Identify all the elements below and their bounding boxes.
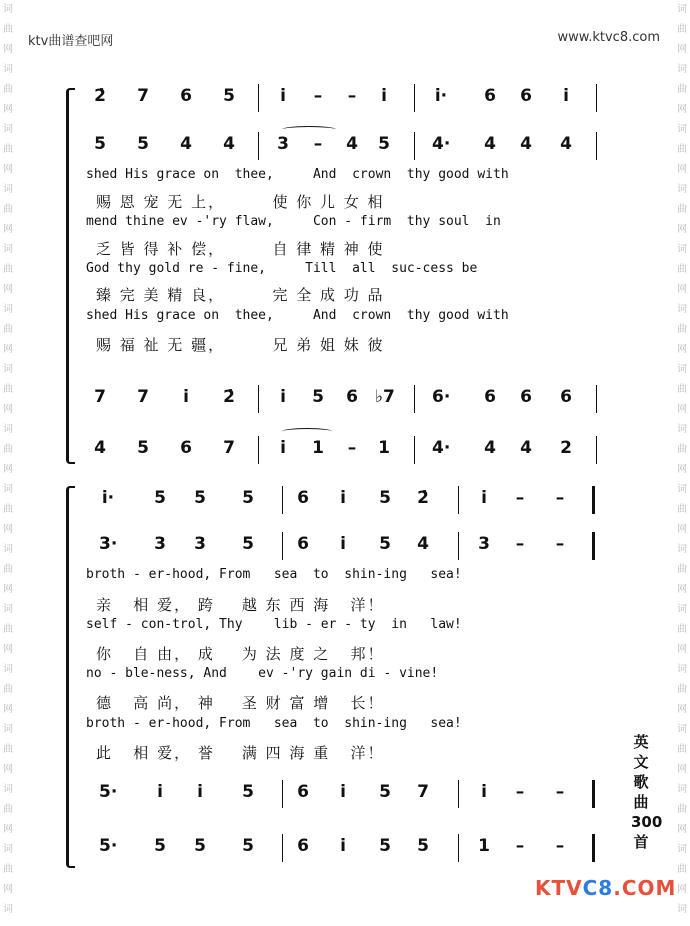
system1-note: 5 — [94, 134, 106, 154]
system2-barline — [458, 780, 459, 808]
system1-brace — [66, 88, 75, 464]
system1-lyric-line: shed His grace on thee, And crown thy good with — [86, 308, 509, 323]
system1-note: 4 — [346, 134, 358, 154]
system1-note: i — [280, 438, 286, 458]
system2-note: i — [157, 782, 163, 802]
system1-note: – — [347, 438, 357, 458]
system2-lyric-line: 德 高 尚， 神 圣 财 富 增 长！ — [96, 694, 385, 712]
system2-barline — [282, 532, 283, 560]
system2-barline — [282, 486, 283, 514]
system2-lyric-line: 亲 相 爱， 跨 越 东 西 海 洋！ — [96, 596, 385, 614]
system1-note: 4 — [484, 438, 496, 458]
system1-note: 6 — [560, 387, 572, 407]
system2-note: 5 — [154, 836, 166, 856]
system2-note: 3· — [99, 534, 118, 554]
system1-note: i — [381, 86, 387, 106]
system2-note: i — [481, 782, 487, 802]
system2-lyric-line: no - ble-ness, And ev -'ry gain di - vine! — [86, 666, 439, 681]
system2-note: – — [515, 836, 525, 856]
system1-barline — [596, 132, 597, 160]
system2-final-barline — [592, 532, 595, 560]
system1-note: 4 — [560, 134, 572, 154]
system1-note: 1 — [312, 438, 324, 458]
system2-note: 4 — [417, 534, 429, 554]
system1-note: 2̇ — [94, 86, 106, 106]
system2-note: i — [340, 488, 346, 508]
system2-note: 3 — [478, 534, 490, 554]
system1-barline — [414, 436, 415, 464]
system2-note: 5· — [99, 836, 118, 856]
system1-lyric-line: 赐 福 祉 无 疆， 兄 弟 姐 妹 彼 — [96, 336, 385, 354]
system2-barline — [282, 780, 283, 808]
system2-barline — [458, 532, 459, 560]
system1-note: i — [280, 387, 286, 407]
system2-note: 5 — [154, 488, 166, 508]
system1-barline — [258, 132, 259, 160]
tie-s1r4 — [282, 428, 332, 435]
system1-lyric-line: 赐 恩 宠 无 上， 使 你 儿 女 相 — [96, 193, 385, 211]
system1-note: 5 — [137, 438, 149, 458]
system2-note: – — [515, 534, 525, 554]
system1-note: 5 — [137, 134, 149, 154]
system2-note: 5 — [379, 534, 391, 554]
system2-final-barline — [592, 486, 595, 514]
system1-note: 7 — [94, 387, 106, 407]
system2-note: 1 — [478, 836, 490, 856]
system1-note: 5 — [312, 387, 324, 407]
system1-barline — [414, 132, 415, 160]
system1-note: ♭7 — [375, 387, 395, 407]
system1-note: i — [183, 387, 189, 407]
system2-lyric-line: 此 相 爱， 誉 满 四 海 重 洋！ — [96, 744, 385, 762]
system1-note: 6 — [520, 387, 532, 407]
system1-lyric-line: 乏 皆 得 补 偿， 自 律 精 神 使 — [96, 240, 385, 258]
system2-lyric-line: 你 自 由， 成 为 法 度 之 邦！ — [96, 645, 385, 663]
system1-note: 6 — [346, 387, 358, 407]
system1-note: 2 — [560, 438, 572, 458]
system1-note: 4 — [223, 134, 235, 154]
system1-note: 6 — [180, 86, 192, 106]
system1-note: 3 — [277, 134, 289, 154]
system1-barline — [414, 84, 415, 112]
system2-note: 5 — [242, 836, 254, 856]
system1-note: 6 — [180, 438, 192, 458]
system2-final-barline — [592, 834, 595, 862]
tie-s1r2 — [282, 126, 336, 133]
system1-barline — [414, 385, 415, 413]
system1-note: 4 — [520, 134, 532, 154]
system1-note: 7 — [223, 438, 235, 458]
system2-note: – — [555, 782, 565, 802]
system1-note: 6 — [484, 387, 496, 407]
site-url[interactable]: www.ktvc8.com — [557, 30, 660, 45]
system2-note: 5 — [194, 836, 206, 856]
system1-barline — [596, 436, 597, 464]
system1-barline — [258, 385, 259, 413]
system2-note: 7 — [417, 782, 429, 802]
system1-lyric-line: God thy gold re - fine, Till all suc-cess be — [86, 261, 478, 276]
system1-note: 4 — [94, 438, 106, 458]
system2-note: 6 — [297, 782, 309, 802]
system2-note: 3 — [194, 534, 206, 554]
system1-lyric-line: 臻 完 美 精 良， 完 全 成 功 品 — [96, 286, 385, 304]
system1-lyric-line: shed His grace on thee, And crown thy good with — [86, 167, 509, 182]
system1-note: 6 — [484, 86, 496, 106]
system1-note: 7 — [137, 387, 149, 407]
system2-note: i — [340, 534, 346, 554]
system2-note: 5· — [99, 782, 118, 802]
system2-note: – — [555, 488, 565, 508]
system1-note: 4 — [484, 134, 496, 154]
system2-note: 6 — [297, 488, 309, 508]
system1-note: 6 — [520, 86, 532, 106]
system1-note: 4· — [432, 134, 451, 154]
system2-note: i — [481, 488, 487, 508]
system1-lyric-line: mend thine ev -'ry flaw, Con - firm thy soul in — [86, 214, 501, 229]
system2-final-barline — [592, 780, 595, 808]
book-title: 英文歌曲300首 — [631, 733, 663, 851]
system1-note: i· — [434, 86, 448, 106]
system2-note: 6 — [297, 836, 309, 856]
system1-note: i — [280, 86, 286, 106]
system1-note: 7 — [137, 86, 149, 106]
system2-note: i· — [101, 488, 115, 508]
system2-brace — [66, 486, 75, 868]
system2-note: 5 — [242, 534, 254, 554]
system1-note: 4 — [180, 134, 192, 154]
system2-note: – — [555, 836, 565, 856]
system1-note: – — [313, 86, 323, 106]
system1-note: 5 — [378, 134, 390, 154]
system2-barline — [282, 834, 283, 862]
system1-barline — [596, 385, 597, 413]
system2-note: 5 — [379, 488, 391, 508]
system1-note: 4· — [432, 438, 451, 458]
system2-note: 5 — [379, 782, 391, 802]
system2-note: 6 — [297, 534, 309, 554]
system2-lyric-line: broth - er-hood, From sea to shin-ing sea! — [86, 716, 462, 731]
system1-note: – — [313, 134, 323, 154]
system2-note: 2̇ — [417, 488, 429, 508]
system2-note: 3 — [154, 534, 166, 554]
system2-note: i — [340, 782, 346, 802]
system2-note: i — [197, 782, 203, 802]
system1-note: 2̇ — [223, 387, 235, 407]
watermark-right: 词 曲 网 词 曲 网 词 曲 网 词 曲 网 词 曲 网 词 曲 网 词 曲 网 词 曲 网 词 曲 网 词 曲 网 词 曲 网 词 曲 网 词 曲 网 词 曲 网 词 曲 网 词 — [677, 4, 687, 915]
system1-note: i — [563, 86, 569, 106]
system2-note: – — [555, 534, 565, 554]
system1-note: 4 — [520, 438, 532, 458]
watermark-left: 词 曲 网 词 曲 网 词 曲 网 词 曲 网 词 曲 网 词 曲 网 词 曲 网 词 曲 网 词 曲 网 词 曲 网 词 曲 网 词 曲 网 词 曲 网 词 曲 网 词 曲 网 词 — [3, 4, 13, 915]
system2-lyric-line: broth - er-hood, From sea to shin-ing sea! — [86, 567, 462, 582]
system2-note: 5 — [417, 836, 429, 856]
system2-note: 5 — [242, 782, 254, 802]
system1-note: – — [347, 86, 357, 106]
system2-note: – — [515, 488, 525, 508]
system2-note: 5 — [379, 836, 391, 856]
system2-barline — [458, 486, 459, 514]
system2-note: 5 — [242, 488, 254, 508]
ktvc8-logo[interactable]: KTVC8.COM — [535, 876, 677, 900]
system2-lyric-line: self - con-trol, Thy lib - er - ty in law! — [86, 617, 462, 632]
system2-barline — [458, 834, 459, 862]
system1-barline — [258, 436, 259, 464]
system1-note: 1 — [378, 438, 390, 458]
system1-note: 6· — [432, 387, 451, 407]
system2-note: i — [340, 836, 346, 856]
system1-barline — [258, 84, 259, 112]
system1-barline — [596, 84, 597, 112]
system2-note: 5 — [194, 488, 206, 508]
system1-note: 5 — [223, 86, 235, 106]
site-name-cn[interactable]: ktv曲谱查吧网 — [28, 34, 114, 49]
system2-note: – — [515, 782, 525, 802]
